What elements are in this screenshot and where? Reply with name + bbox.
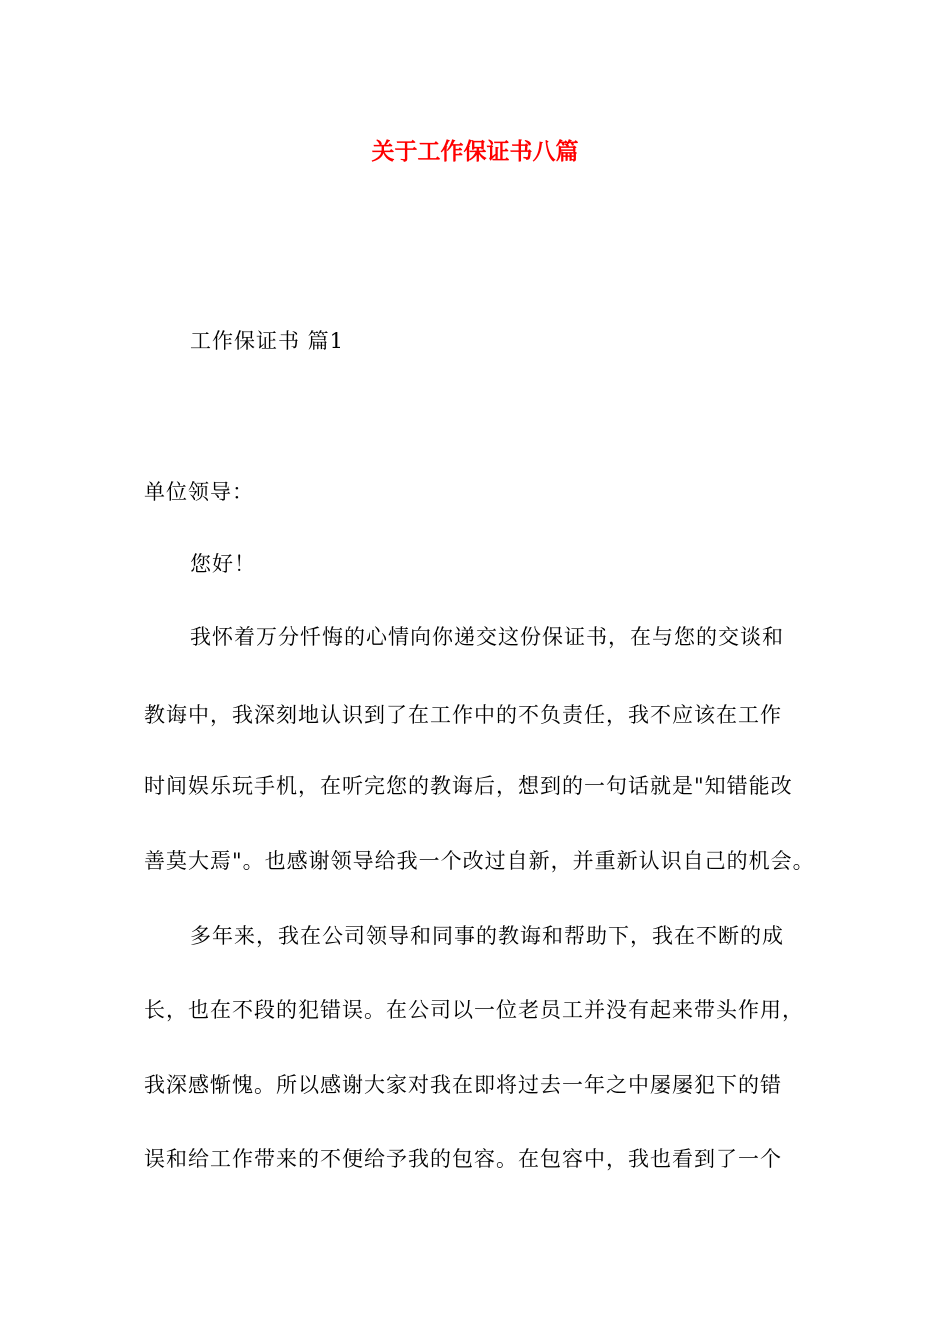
- body-line: 长，也在不段的犯错误。在公司以一位老员工并没有起来带头作用，: [144, 998, 804, 1022]
- document-title: 关于工作保证书八篇: [371, 139, 579, 165]
- body-line: 我深感惭愧。所以感谢大家对我在即将过去一年之中屡屡犯下的错: [144, 1073, 782, 1097]
- body-line: 时间娱乐玩手机，在听完您的教诲后，想到的一句话就是"知错能改: [144, 774, 793, 798]
- body-line: 我怀着万分忏悔的心情向你递交这份保证书，在与您的交谈和: [190, 625, 784, 649]
- salutation: 单位领导：: [144, 480, 254, 504]
- section-heading: 工作保证书 篇1: [190, 329, 345, 353]
- body-line: 误和给工作带来的不便给予我的包容。在包容中，我也看到了一个: [144, 1147, 782, 1171]
- body-line: 教诲中，我深刻地认识到了在工作中的不负责任，我不应该在工作: [144, 703, 782, 727]
- body-line: 多年来，我在公司领导和同事的教诲和帮助下，我在不断的成: [190, 924, 784, 948]
- greeting: 您好！: [190, 552, 256, 576]
- body-line: 善莫大焉"。也感谢领导给我一个改过自新，并重新认识自己的机会。: [144, 849, 815, 873]
